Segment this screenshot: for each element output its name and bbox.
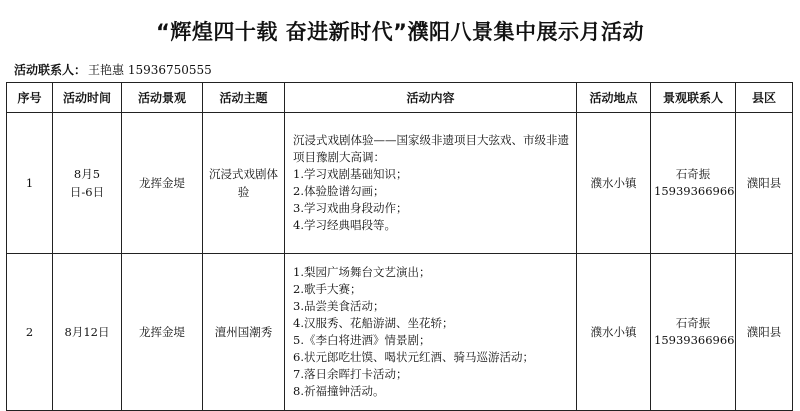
- events-table: [6, 82, 793, 411]
- table-header-row: [7, 83, 793, 113]
- cell-scenery: 龙挥金堤: [122, 254, 203, 411]
- header-scenery: 活动景观: [122, 83, 203, 113]
- header-theme: 活动主题: [203, 83, 285, 113]
- header-county: 县区: [736, 83, 793, 113]
- content-line: 6.状元郎吃壮馍、喝状元红酒、骑马巡游活动；: [293, 350, 534, 364]
- cell-contact-phone: 15939366966: [654, 333, 735, 347]
- cell-contact: [651, 254, 736, 411]
- page-title: “辉煌四十载 奋进新时代”濮阳八景集中展示月活动: [156, 20, 644, 44]
- content-line: 2.体验脸谱勾画；: [293, 184, 385, 198]
- content-line: 4.学习经典唱段等。: [293, 218, 396, 232]
- cell-place: 濮水小镇: [577, 254, 651, 411]
- cell-no: 2: [7, 254, 53, 411]
- cell-theme-text: 沉浸式戏剧体验: [209, 167, 278, 199]
- content-line: 4.汉服秀、花船游湖、坐花轿；: [293, 316, 454, 330]
- cell-no: 1: [7, 113, 53, 254]
- cell-theme: [203, 113, 285, 254]
- table-row: [7, 113, 793, 254]
- cell-contact-name: 石奇振: [675, 316, 711, 330]
- cell-content: [285, 113, 577, 254]
- content-line: 8.祈福撞钟活动。: [293, 384, 385, 398]
- content-line: 5.《李白将进酒》情景剧；: [293, 333, 431, 347]
- header-content: 活动内容: [285, 83, 577, 113]
- header-no: 序号: [7, 83, 53, 113]
- cell-theme: 澶州国潮秀: [203, 254, 285, 411]
- content-line: 3.品尝美食活动；: [293, 299, 385, 313]
- cell-contact-name: 石奇振: [675, 167, 711, 181]
- content-line: 3.学习戏曲身段动作；: [293, 201, 408, 215]
- cell-time: 8月12日: [53, 254, 122, 411]
- cell-county: 濮阳县: [736, 254, 793, 411]
- header-time: 活动时间: [53, 83, 122, 113]
- event-contact-value: 王艳惠 15936750555: [88, 63, 212, 77]
- table-row: [7, 254, 793, 411]
- cell-content: [285, 254, 577, 411]
- cell-contact: [651, 113, 736, 254]
- cell-time-text: 8月5日-6日: [69, 167, 105, 199]
- event-contact: [14, 62, 212, 78]
- content-line: 1.梨园广场舞台文艺演出；: [293, 265, 431, 279]
- event-contact-label: 活动联系人：: [14, 63, 87, 77]
- header-place: 活动地点: [577, 83, 651, 113]
- content-line: 2.歌手大赛；: [293, 282, 362, 296]
- content-line: 7.落日余晖打卡活动；: [293, 367, 408, 381]
- cell-scenery: 龙挥金堤: [122, 113, 203, 254]
- cell-contact-phone: 15939366966: [654, 184, 735, 198]
- cell-time: [53, 113, 122, 254]
- content-line: 1.学习戏剧基础知识；: [293, 167, 408, 181]
- cell-place: 濮水小镇: [577, 113, 651, 254]
- header-contact: 景观联系人: [651, 83, 736, 113]
- content-line: 沉浸式戏剧体验——国家级非遗项目大弦戏、市级非遗项目豫剧大高调：: [293, 133, 569, 164]
- cell-county: 濮阳县: [736, 113, 793, 254]
